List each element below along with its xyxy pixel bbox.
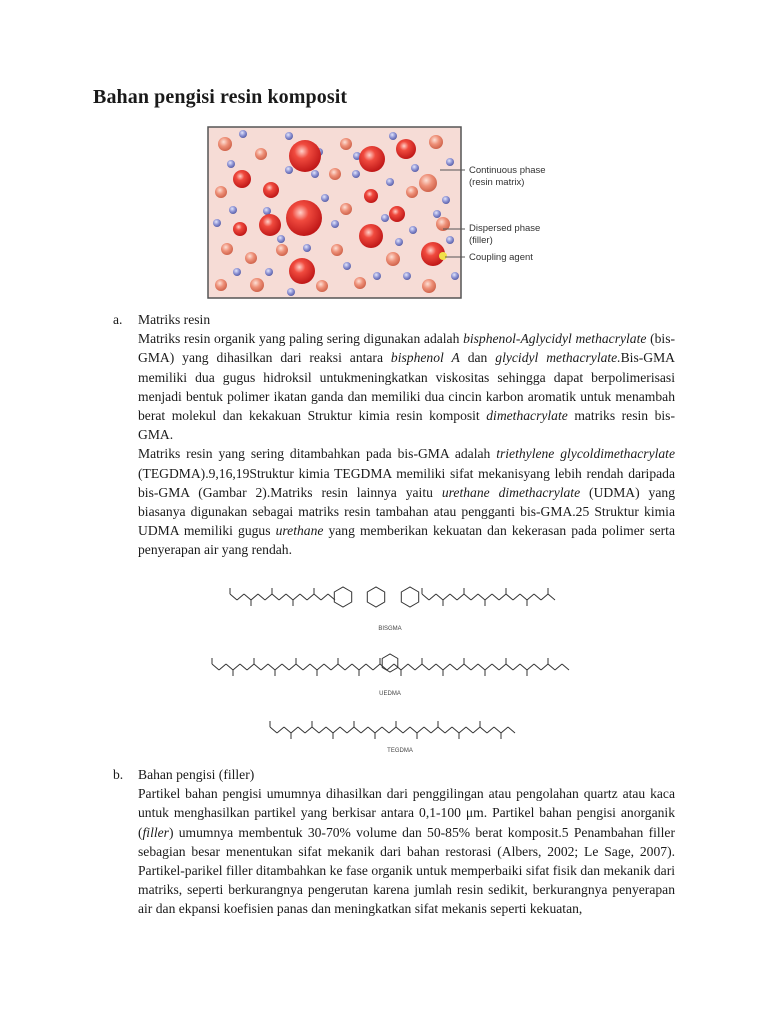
particle bbox=[265, 268, 273, 276]
bond bbox=[464, 594, 471, 600]
bond bbox=[417, 727, 424, 733]
bond bbox=[478, 664, 485, 670]
bond bbox=[319, 727, 326, 733]
particle bbox=[340, 203, 352, 215]
bond bbox=[338, 664, 345, 670]
caption-tegdma: TEGDMA bbox=[387, 748, 413, 754]
list-letter: b. bbox=[113, 767, 124, 782]
label-resin-matrix: (resin matrix) bbox=[469, 177, 525, 188]
bond bbox=[286, 594, 293, 600]
benzene-ring bbox=[334, 587, 351, 607]
particle bbox=[419, 174, 437, 192]
bond bbox=[268, 664, 275, 670]
bond bbox=[300, 594, 307, 600]
particle bbox=[289, 140, 321, 172]
bond bbox=[219, 664, 226, 670]
bond bbox=[541, 594, 548, 600]
bond bbox=[506, 664, 513, 670]
bond bbox=[289, 664, 296, 670]
particle bbox=[233, 268, 241, 276]
bond bbox=[403, 727, 410, 733]
particle bbox=[227, 160, 235, 168]
bond bbox=[296, 664, 303, 670]
bond bbox=[396, 727, 403, 733]
bond bbox=[424, 727, 431, 733]
resin-matrix-box bbox=[208, 127, 461, 298]
bond bbox=[277, 727, 284, 733]
section-matriks-resin bbox=[113, 310, 675, 560]
bond bbox=[258, 594, 265, 600]
caption-bisgma: BISGMA bbox=[378, 626, 402, 632]
bond bbox=[494, 727, 501, 733]
bond bbox=[389, 727, 396, 733]
bond bbox=[473, 727, 480, 733]
bond bbox=[244, 594, 251, 600]
paragraph: Matriks resin organik yang paling sering digunakan adalah bisphenol-Aglycidyl methacrylate (bis-GMA) yang dihasilkan dari reaksi antara bisphenol A dan glycidyl methacrylate.Bis-GMA memiliki dua gugus hidroksil untukmeningkatkan viskositas sehingga dapat berpolimerisasi menjadi bentuk polimer ikatan ganda dan memiliki dua cincin karbon aromatik untuk menambah berat molekul dan kekakuan Struktur kimia resin komposit dimethacrylate matriks resin bis-GMA. bbox=[138, 331, 676, 443]
bond bbox=[452, 727, 459, 733]
section-heading: Matriks resin bbox=[138, 312, 211, 327]
bond bbox=[382, 727, 389, 733]
paragraph: Matriks resin yang sering ditambahkan pada bis-GMA adalah triethylene glycoldimethacrylate (TEGDMA).9,16,19Struktur kimia TEGDMA memiliki sifat mekanisyang lebih rendah daripada bis-GMA (Gambar 2).Matriks resin lainnya yaitu urethane dimethacrylate (UDMA) yang biasanya digunakan sebagai matriks resin tambahan atau pengganti bis-GMA.25 Struktur kimia UDMA memiliki gugus urethane yang memberikan kekuatan dan kekerasan pada polimer serta penyerapan air yang rendah. bbox=[138, 446, 675, 558]
bond bbox=[291, 727, 298, 733]
bond bbox=[261, 664, 268, 670]
bond bbox=[226, 664, 233, 670]
bond bbox=[541, 664, 548, 670]
bond bbox=[254, 664, 261, 670]
particle bbox=[446, 236, 454, 244]
bond bbox=[485, 594, 492, 600]
bond bbox=[429, 664, 436, 670]
bond bbox=[562, 664, 569, 670]
particle bbox=[285, 166, 293, 174]
particle bbox=[331, 220, 339, 228]
bond bbox=[387, 664, 394, 670]
particle bbox=[442, 196, 450, 204]
bond bbox=[317, 664, 324, 670]
bond bbox=[499, 664, 506, 670]
bond bbox=[485, 664, 492, 670]
particle bbox=[396, 139, 416, 159]
bond bbox=[307, 594, 314, 600]
bond bbox=[457, 594, 464, 600]
particle bbox=[303, 244, 311, 252]
particle bbox=[221, 243, 233, 255]
particle bbox=[352, 170, 360, 178]
particle bbox=[259, 214, 281, 236]
particle bbox=[245, 252, 257, 264]
particle bbox=[250, 278, 264, 292]
label-dispersed-phase: Dispersed phase bbox=[469, 223, 541, 234]
bond bbox=[361, 727, 368, 733]
particle bbox=[373, 272, 381, 280]
bond bbox=[501, 727, 508, 733]
bond bbox=[359, 664, 366, 670]
section-heading: Bahan pengisi (filler) bbox=[138, 767, 255, 782]
bond bbox=[314, 594, 321, 600]
bond bbox=[520, 664, 527, 670]
label-filler: (filler) bbox=[469, 235, 493, 246]
benzene-ring bbox=[367, 587, 384, 607]
bond bbox=[326, 727, 333, 733]
bond bbox=[555, 664, 562, 670]
bond bbox=[410, 727, 417, 733]
bond bbox=[478, 594, 485, 600]
chemical-structures-figure bbox=[200, 575, 580, 755]
bond bbox=[445, 727, 452, 733]
bond bbox=[212, 664, 219, 670]
bond bbox=[459, 727, 466, 733]
bond bbox=[272, 594, 279, 600]
page-title: Bahan pengisi resin komposit bbox=[93, 86, 348, 108]
bond bbox=[548, 664, 555, 670]
bond bbox=[324, 664, 331, 670]
bond bbox=[331, 664, 338, 670]
benzene-ring bbox=[382, 654, 398, 672]
bond bbox=[230, 594, 237, 600]
bond bbox=[457, 664, 464, 670]
bond bbox=[429, 594, 436, 600]
bond bbox=[251, 594, 258, 600]
particle bbox=[381, 214, 389, 222]
bond bbox=[436, 664, 443, 670]
particle bbox=[331, 244, 343, 256]
bond bbox=[340, 727, 347, 733]
particle bbox=[277, 235, 285, 243]
caption-uedma: UEDMA bbox=[379, 691, 401, 697]
bond bbox=[415, 664, 422, 670]
particle bbox=[389, 132, 397, 140]
bond bbox=[401, 664, 408, 670]
bond bbox=[443, 594, 450, 600]
particle bbox=[451, 272, 459, 280]
particle bbox=[340, 138, 352, 150]
bond bbox=[240, 664, 247, 670]
bond bbox=[279, 594, 286, 600]
bond bbox=[450, 664, 457, 670]
bond bbox=[548, 594, 555, 600]
bond bbox=[527, 664, 534, 670]
particle bbox=[422, 279, 436, 293]
particle bbox=[343, 262, 351, 270]
bond bbox=[513, 664, 520, 670]
particle bbox=[255, 148, 267, 160]
bond bbox=[471, 664, 478, 670]
particle bbox=[213, 219, 221, 227]
particle bbox=[239, 130, 247, 138]
bond bbox=[375, 727, 382, 733]
bond bbox=[436, 594, 443, 600]
bond bbox=[499, 594, 506, 600]
particle bbox=[289, 258, 315, 284]
bond bbox=[513, 594, 520, 600]
bond bbox=[422, 594, 429, 600]
particle bbox=[233, 222, 247, 236]
bond bbox=[508, 727, 515, 733]
bond bbox=[270, 727, 277, 733]
particle bbox=[285, 132, 293, 140]
bond bbox=[431, 727, 438, 733]
particle bbox=[215, 186, 227, 198]
bond bbox=[487, 727, 494, 733]
particle bbox=[389, 206, 405, 222]
bond bbox=[438, 727, 445, 733]
bond bbox=[354, 727, 361, 733]
particle bbox=[263, 182, 279, 198]
particle bbox=[218, 137, 232, 151]
bond bbox=[284, 727, 291, 733]
bond bbox=[408, 664, 415, 670]
bond bbox=[534, 664, 541, 670]
coupling-agent-dot bbox=[439, 252, 447, 260]
particle bbox=[263, 207, 271, 215]
bond bbox=[247, 664, 254, 670]
bond bbox=[233, 664, 240, 670]
bond bbox=[471, 594, 478, 600]
bond bbox=[303, 664, 310, 670]
particle bbox=[406, 186, 418, 198]
bond bbox=[275, 664, 282, 670]
bond bbox=[506, 594, 513, 600]
particle bbox=[433, 210, 441, 218]
bond bbox=[534, 594, 541, 600]
bond bbox=[282, 664, 289, 670]
list-letter: a. bbox=[113, 312, 123, 327]
particle bbox=[276, 244, 288, 256]
bond bbox=[310, 664, 317, 670]
bond bbox=[352, 664, 359, 670]
bond bbox=[368, 727, 375, 733]
particle bbox=[409, 226, 417, 234]
particle bbox=[386, 252, 400, 266]
particle bbox=[321, 194, 329, 202]
label-continuous-phase: Continuous phase bbox=[469, 165, 546, 176]
particle bbox=[386, 178, 394, 186]
particle bbox=[403, 272, 411, 280]
benzene-ring bbox=[401, 587, 418, 607]
section-bahan-pengisi bbox=[113, 765, 675, 919]
bond bbox=[293, 594, 300, 600]
bond bbox=[298, 727, 305, 733]
particle bbox=[316, 280, 328, 292]
bond bbox=[366, 664, 373, 670]
composite-structure-figure bbox=[207, 126, 567, 301]
particle bbox=[229, 206, 237, 214]
bond bbox=[520, 594, 527, 600]
particle bbox=[359, 146, 385, 172]
bond bbox=[265, 594, 272, 600]
bond bbox=[373, 664, 380, 670]
chemical-structures bbox=[212, 587, 569, 739]
bond bbox=[492, 664, 499, 670]
bond bbox=[443, 664, 450, 670]
bond bbox=[480, 727, 487, 733]
particle bbox=[329, 168, 341, 180]
bond bbox=[466, 727, 473, 733]
particle bbox=[311, 170, 319, 178]
particle bbox=[215, 279, 227, 291]
bond bbox=[464, 664, 471, 670]
bond bbox=[450, 594, 457, 600]
bond bbox=[237, 594, 244, 600]
particle bbox=[287, 288, 295, 296]
bond bbox=[422, 664, 429, 670]
particle bbox=[364, 189, 378, 203]
bond bbox=[312, 727, 319, 733]
bond bbox=[492, 594, 499, 600]
particle bbox=[233, 170, 251, 188]
particle bbox=[446, 158, 454, 166]
bond bbox=[333, 727, 340, 733]
particle bbox=[286, 200, 322, 236]
particle bbox=[411, 164, 419, 172]
bond bbox=[345, 664, 352, 670]
paragraph: Partikel bahan pengisi umumnya dihasilkan dari penggilingan atau pengolahan quartz atau kaca untuk menghasilkan partikel yang berkisar antara 0,1-100 μm. Partikel bahan pengisi anorganik (filler) umumnya membentuk 30-70% volume dan 50-85% berat komposit.5 Penambahan filler sebagian besar menentukan sifat mekanik dari bahan restorasi (Albers, 2002; Le Sage, 2007). Partikel-parikel filler ditambahkan ke fase organik untuk memperbaiki sifat fisik dan mekanik dari matriks, seperti berkurangnya pengerutan karena jumlah resin sedikit, berkurangnya penyerapan air dan ekpansi koefisien panas dan meningkatkan sifat mekanis seperti kekuatan, bbox=[138, 786, 675, 917]
particle bbox=[429, 135, 443, 149]
label-coupling-agent: Coupling agent bbox=[469, 252, 533, 263]
particle bbox=[359, 224, 383, 248]
particle bbox=[354, 277, 366, 289]
bond bbox=[305, 727, 312, 733]
particle bbox=[395, 238, 403, 246]
bond bbox=[347, 727, 354, 733]
bond bbox=[321, 594, 328, 600]
bond bbox=[527, 594, 534, 600]
